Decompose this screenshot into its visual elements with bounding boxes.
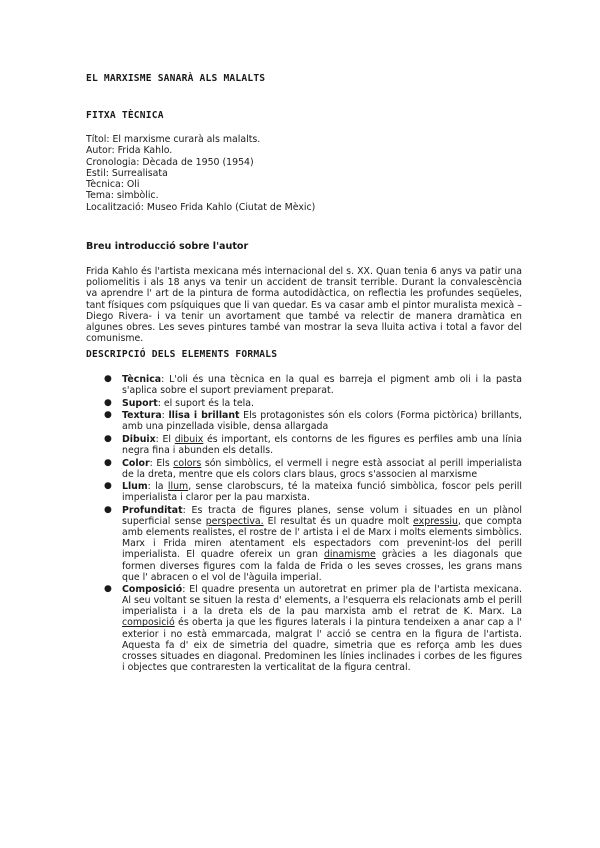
fitxa-tecnica-list	[86, 134, 516, 213]
bullet-icon: ●	[104, 481, 112, 492]
formal-elements-heading: DESCRIPCIÓ DELS ELEMENTS FORMALS	[86, 349, 278, 360]
fitxa-line-tecnica: Tècnica: Oli	[86, 179, 140, 191]
intro-heading: Breu introducció sobre l'autor	[86, 241, 249, 252]
list-item-dibuix	[86, 434, 522, 456]
list-item-suport	[86, 398, 522, 409]
bullet-icon: ●	[104, 584, 112, 595]
item-text: L'oli és una tècnica en la qual es barreja el pigment amb oli i la pasta s'aplica sobre el suport previament preparat.	[122, 374, 522, 397]
list-item-tecnica	[86, 374, 522, 396]
formal-elements-list	[86, 374, 522, 674]
fitxa-line-titol: Títol: El marxisme curarà als malalts.	[86, 134, 261, 145]
document-title: EL MARXISME SANARÀ ALS MALALTS	[86, 73, 266, 84]
item-pre-text: Es tracta de figures planes, sense volum i situades en un plànol superficial sense	[122, 505, 522, 528]
bullet-icon: ●	[104, 374, 112, 384]
item-text: Els protagonistes són els colors (Forma pictòrica) brillants, amb una pinzellada visible, densa allargada	[122, 410, 523, 433]
item-term: Tècnica	[122, 374, 162, 385]
bullet-icon: ●	[104, 410, 112, 421]
fitxa-tecnica-heading: FITXA TÈCNICA	[86, 110, 164, 121]
item-text: gràcies a les diagonals que formen diverses figures com la falda de Frida o les seves crosses, les grans mans que l' abracen o el vol de l'àguila imperial.	[122, 549, 522, 583]
item-pre-text: El quadre presenta un autoretrat en primer pla de l'artista mexicana. Al seu voltant se situen la resta d' elements, a l'esquerra els relacionats amb el perill imperialista i a la dreta els de la pau marxista amb el retrat de K. Marx. La	[122, 584, 523, 618]
intro-paragraph: Frida Kahlo és l'artista mexicana més internacional del s. XX. Quan tenia 6 anys va patir una poliomelitis i als 18 anys va tenir un accident de transit terrible. Durant la convalescència va aprendre l' art de la pintura de forma autodidàctica, on reflectia les profundes seqüeles, tant físiques com psíquiques que li van quedar. Es va casar amb el pintor muralista mexicà –Diego Rivera- i va tenir un avortament que també va relectir de manera dramàtica en algunes obres. Les seves pintures també van mostrar la seva lluita activa i total a favor del comunisme.	[86, 266, 522, 345]
list-item-textura	[86, 410, 522, 432]
item-sep: :	[161, 410, 169, 422]
bullet-icon: ●	[104, 505, 112, 516]
fitxa-line-cronologia: Cronologia: Dècada de 1950 (1954)	[86, 156, 254, 168]
bullet-icon: ●	[104, 457, 112, 468]
item-underlined-word: expressiu	[413, 516, 458, 528]
fitxa-line-autor: Autor: Frida Kahlo.	[86, 145, 173, 157]
fitxa-line-localitzacio: Localització: Museo Frida Kahlo (Ciutat de Mèxic)	[86, 201, 316, 213]
item-sep: : El	[155, 433, 175, 445]
item-term: Suport	[122, 397, 158, 409]
list-item-color	[86, 458, 522, 480]
list-item-llum	[86, 481, 522, 503]
item-text: és oberta ja que les figures laterals i la pintura tendeixen a anar cap a l' exterior i no està emmarcada, malgrat l' acció se centra en la figura de l'artista. Aquesta fa d' eix de simetria del quadre, simetria que es reforça amb les dues crosses situades en diagonal. Predominen les línies inclinades i corbes de les figures i objectes que contraresten la verticalitat de la figura central.	[122, 617, 522, 673]
item-term: Composició	[122, 584, 183, 596]
list-item-profunditat	[86, 505, 522, 583]
item-mid-text: El resultat és un quadre molt	[263, 516, 414, 528]
item-underlined-word: dinamisme	[323, 549, 376, 561]
item-bold-text: llisa i brillant	[168, 410, 240, 422]
item-term: Profunditat	[122, 505, 183, 517]
item-text: és important, els contorns de les figures es perfiles amb una línia negra fina i abunden els detalls.	[122, 433, 522, 457]
bullet-icon: ●	[104, 397, 112, 408]
fitxa-line-tema: Tema: simbòlic.	[86, 190, 159, 202]
item-underlined-word: composició	[122, 617, 175, 629]
item-sep: : la	[147, 481, 168, 493]
fitxa-line-estil: Estil: Surrealisata	[86, 167, 168, 179]
item-text: , sense clarobscurs, té la mateixa funció simbòlica, foscor pels perill imperialista i claror per la pau marxista.	[122, 481, 522, 504]
item-text: el suport és la tela.	[163, 397, 254, 409]
item-underlined-word: perspectiva.	[205, 516, 264, 528]
item-term: Dibuix	[122, 433, 156, 445]
item-term: Textura	[122, 410, 162, 422]
bullet-icon: ●	[104, 433, 112, 444]
item-text: són simbòlics, el vermell i negre està associat al perill imperialista de la dreta, mentre que els colors clars blaus, grocs s'associen al marxisme	[122, 457, 522, 480]
item-underlined-word: colors	[173, 457, 202, 469]
item-sep: :	[182, 584, 190, 596]
item-sep: : Els	[149, 457, 174, 469]
item-underlined-word: dibuix	[174, 433, 204, 445]
item-sep: :	[161, 374, 170, 385]
item-term: Llum	[122, 481, 148, 493]
item-sep: :	[157, 397, 164, 409]
item-underlined-word: llum	[167, 481, 189, 493]
item-mid-text: , que compta amb elements realistes, el rostre de l' artista i el de Marx i molts elements simbòlics. Marx i Frida miren atentament els espectadors com prevenint-los del perill imperialista. El quadre ofereix un gran	[122, 516, 522, 561]
list-item-composicio	[86, 584, 522, 673]
item-sep: :	[182, 505, 192, 517]
item-term: Color	[122, 457, 150, 469]
